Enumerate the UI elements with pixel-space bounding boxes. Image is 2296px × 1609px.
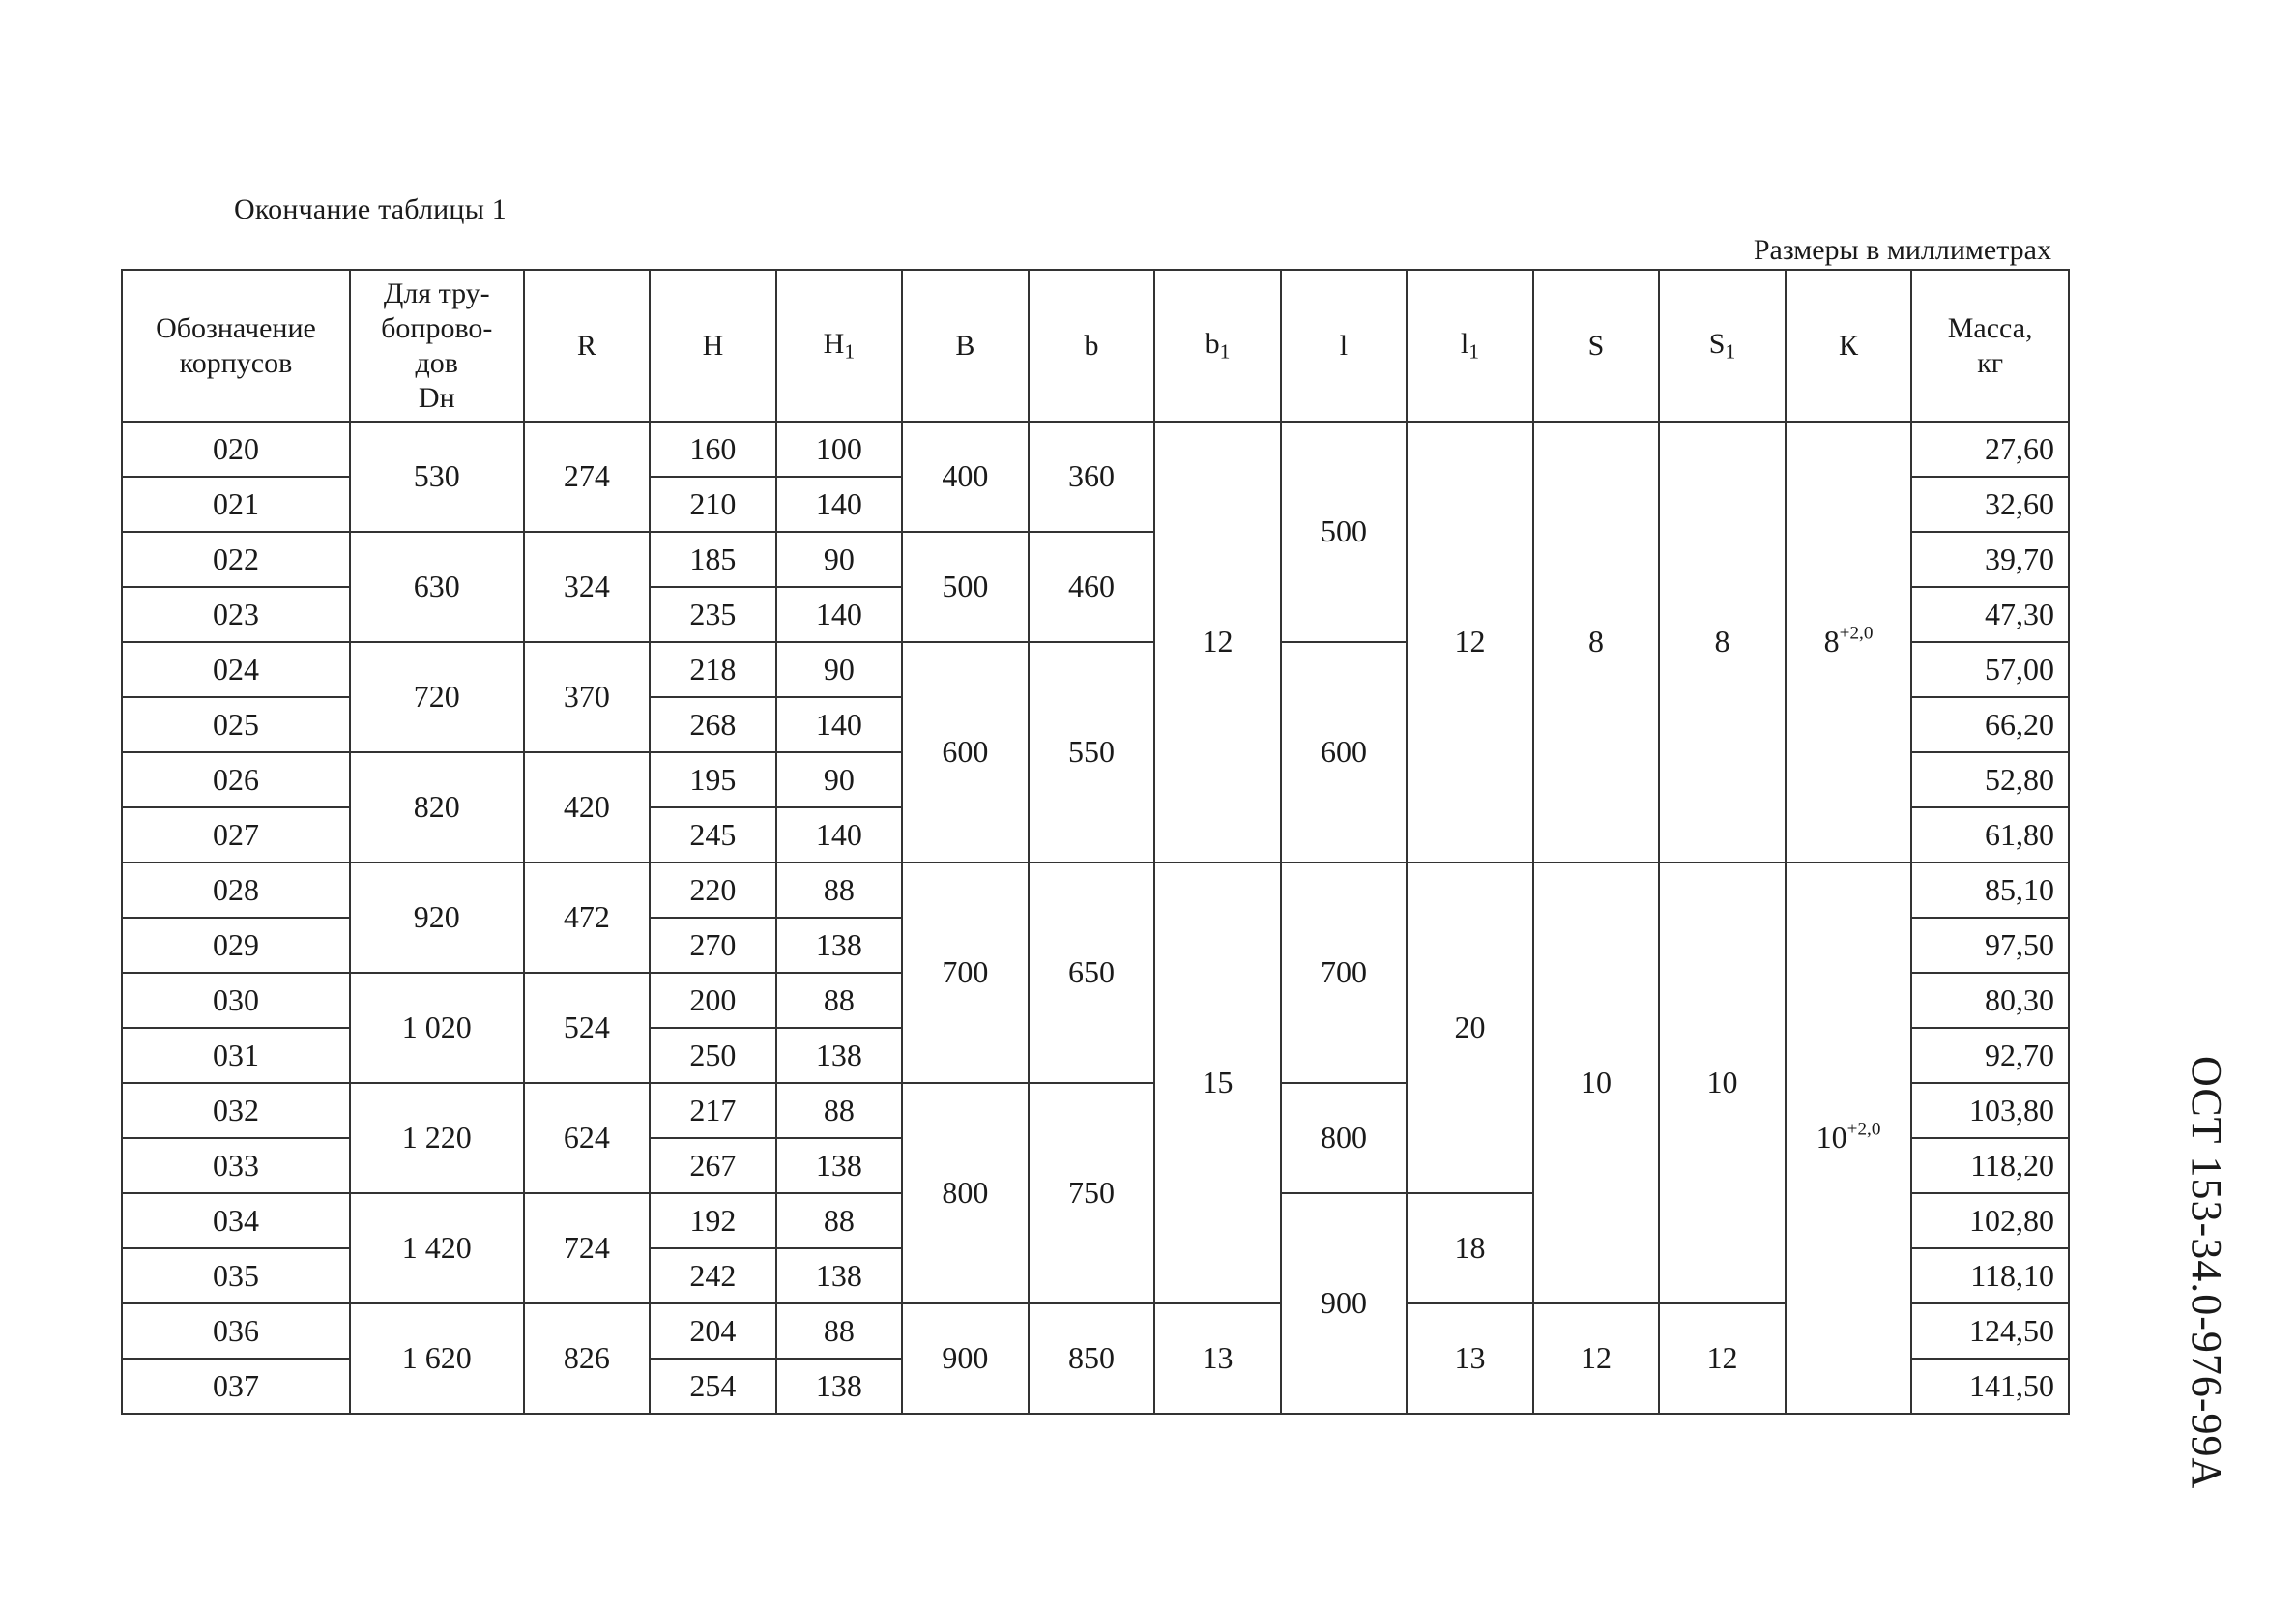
b1-cell: 15 [1154,863,1281,1303]
B-cell: 900 [902,1303,1029,1414]
mass-cell: 102,80 [1911,1193,2069,1248]
designation-cell: 031 [122,1028,350,1083]
H-cell: 235 [650,587,776,642]
H-cell: 245 [650,807,776,863]
H-cell: 270 [650,918,776,973]
header-pipe-line: дов [415,346,458,379]
l1-cell: 18 [1407,1193,1533,1303]
H1-cell: 90 [776,642,903,697]
header-mass-line: кг [1977,346,2004,379]
table-caption: Окончание таблицы 1 [234,193,507,225]
header-S1-sub: 1 [1725,339,1736,364]
designation-cell: 036 [122,1303,350,1359]
header-H1 [776,270,903,422]
dimensions-table-container [121,269,2070,1415]
pipe-diameter-cell: 820 [350,752,524,863]
mass-cell: 66,20 [1911,697,2069,752]
header-S1 [1659,270,1786,422]
designation-cell: 032 [122,1083,350,1138]
S-cell: 10 [1533,863,1660,1303]
H1-cell: 140 [776,477,903,532]
mass-cell: 27,60 [1911,422,2069,477]
header-S: S [1533,270,1660,422]
H1-cell: 88 [776,973,903,1028]
pipe-diameter-cell: 1 020 [350,973,524,1083]
l1-cell: 12 [1407,422,1533,863]
B-cell: 800 [902,1083,1029,1303]
R-cell: 324 [524,532,651,642]
H1-cell: 138 [776,1028,903,1083]
header-H1-base: H [823,327,845,360]
pipe-diameter-cell: 1 620 [350,1303,524,1414]
R-cell: 274 [524,422,651,532]
header-b1-base: b [1205,327,1220,360]
pipe-diameter-cell: 1 220 [350,1083,524,1193]
pipe-diameter-cell: 920 [350,863,524,973]
table-row [122,863,2069,918]
H-cell: 160 [650,422,776,477]
mass-cell: 85,10 [1911,863,2069,918]
mass-cell: 118,20 [1911,1138,2069,1193]
K-cell [1786,422,1912,863]
H1-cell: 88 [776,1303,903,1359]
designation-cell: 021 [122,477,350,532]
header-mass [1911,270,2069,422]
H1-cell: 138 [776,1138,903,1193]
designation-cell: 037 [122,1359,350,1414]
H1-cell: 90 [776,752,903,807]
H1-cell: 88 [776,1083,903,1138]
K-tolerance: +2,0 [1839,623,1874,644]
H-cell: 242 [650,1248,776,1303]
K-cell [1786,863,1912,1414]
S1-cell: 10 [1659,863,1786,1303]
table-row [122,422,2069,477]
H-cell: 185 [650,532,776,587]
H1-cell: 100 [776,422,903,477]
H-cell: 195 [650,752,776,807]
l-cell: 600 [1281,642,1408,863]
S-cell: 8 [1533,422,1660,863]
mass-cell: 124,50 [1911,1303,2069,1359]
R-cell: 370 [524,642,651,752]
R-cell: 724 [524,1193,651,1303]
H-cell: 192 [650,1193,776,1248]
b-cell: 850 [1029,1303,1155,1414]
table-row [122,1303,2069,1359]
units-note: Размеры в миллиметрах [1753,234,2051,266]
l1-cell: 20 [1407,863,1533,1193]
H-cell: 268 [650,697,776,752]
H-cell: 217 [650,1083,776,1138]
mass-cell: 47,30 [1911,587,2069,642]
pipe-diameter-cell: 530 [350,422,524,532]
header-pipe-line: бопрово- [381,311,493,344]
mass-cell: 57,00 [1911,642,2069,697]
designation-cell: 023 [122,587,350,642]
H-cell: 210 [650,477,776,532]
l1-cell: 13 [1407,1303,1533,1414]
document-code: ОСТ 153-34.0-976-99А [2183,1056,2230,1490]
b-cell: 360 [1029,422,1155,532]
pipe-diameter-cell: 1 420 [350,1193,524,1303]
header-row [122,270,2069,422]
H-cell: 200 [650,973,776,1028]
H-cell: 250 [650,1028,776,1083]
designation-cell: 027 [122,807,350,863]
header-mass-line: Масса, [1947,311,2033,344]
header-b1-sub: 1 [1219,339,1231,364]
H1-cell: 88 [776,1193,903,1248]
B-cell: 500 [902,532,1029,642]
R-cell: 472 [524,863,651,973]
header-H: H [650,270,776,422]
H1-cell: 90 [776,532,903,587]
designation-cell: 025 [122,697,350,752]
header-K: К [1786,270,1912,422]
H1-cell: 140 [776,697,903,752]
mass-cell: 103,80 [1911,1083,2069,1138]
b-cell: 550 [1029,642,1155,863]
R-cell: 420 [524,752,651,863]
b-cell: 750 [1029,1083,1155,1303]
designation-cell: 034 [122,1193,350,1248]
dimensions-table [121,269,2070,1415]
K-base: 10 [1816,1120,1847,1156]
header-R: R [524,270,651,422]
header-pipe-diameter [350,270,524,422]
pipe-diameter-cell: 720 [350,642,524,752]
b-cell: 650 [1029,863,1155,1083]
H1-cell: 138 [776,1248,903,1303]
b-cell: 460 [1029,532,1155,642]
header-B: B [902,270,1029,422]
header-pipe-line: Для тру- [383,277,490,309]
H1-cell: 138 [776,1359,903,1414]
H1-cell: 140 [776,587,903,642]
B-cell: 700 [902,863,1029,1083]
designation-cell: 030 [122,973,350,1028]
designation-cell: 028 [122,863,350,918]
mass-cell: 80,30 [1911,973,2069,1028]
H-cell: 254 [650,1359,776,1414]
header-l1 [1407,270,1533,422]
header-l1-base: l [1460,327,1469,360]
mass-cell: 32,60 [1911,477,2069,532]
l-cell: 900 [1281,1193,1408,1414]
R-cell: 826 [524,1303,651,1414]
b1-cell: 12 [1154,422,1281,863]
K-base: 8 [1823,624,1840,659]
header-b1 [1154,270,1281,422]
H1-cell: 140 [776,807,903,863]
R-cell: 524 [524,973,651,1083]
mass-cell: 61,80 [1911,807,2069,863]
H1-cell: 88 [776,863,903,918]
header-designation: Обозначение корпусов [122,270,350,422]
mass-cell: 52,80 [1911,752,2069,807]
S1-cell: 8 [1659,422,1786,863]
b1-cell: 13 [1154,1303,1281,1414]
H1-cell: 138 [776,918,903,973]
mass-cell: 92,70 [1911,1028,2069,1083]
R-cell: 624 [524,1083,651,1193]
H-cell: 218 [650,642,776,697]
mass-cell: 97,50 [1911,918,2069,973]
l-cell: 800 [1281,1083,1408,1193]
H-cell: 204 [650,1303,776,1359]
S-cell: 12 [1533,1303,1660,1414]
header-H1-sub: 1 [844,339,856,364]
header-S1-base: S [1708,327,1726,360]
designation-cell: 022 [122,532,350,587]
K-tolerance: +2,0 [1846,1119,1881,1140]
designation-cell: 020 [122,422,350,477]
mass-cell: 118,10 [1911,1248,2069,1303]
header-pipe-line: Dн [418,381,455,414]
designation-cell: 024 [122,642,350,697]
B-cell: 400 [902,422,1029,532]
header-l: l [1281,270,1408,422]
l-cell: 500 [1281,422,1408,642]
mass-cell: 141,50 [1911,1359,2069,1414]
H-cell: 220 [650,863,776,918]
designation-cell: 029 [122,918,350,973]
mass-cell: 39,70 [1911,532,2069,587]
pipe-diameter-cell: 630 [350,532,524,642]
header-l1-sub: 1 [1468,339,1480,364]
designation-cell: 033 [122,1138,350,1193]
l-cell: 700 [1281,863,1408,1083]
H-cell: 267 [650,1138,776,1193]
S1-cell: 12 [1659,1303,1786,1414]
header-b: b [1029,270,1155,422]
designation-cell: 035 [122,1248,350,1303]
designation-cell: 026 [122,752,350,807]
B-cell: 600 [902,642,1029,863]
